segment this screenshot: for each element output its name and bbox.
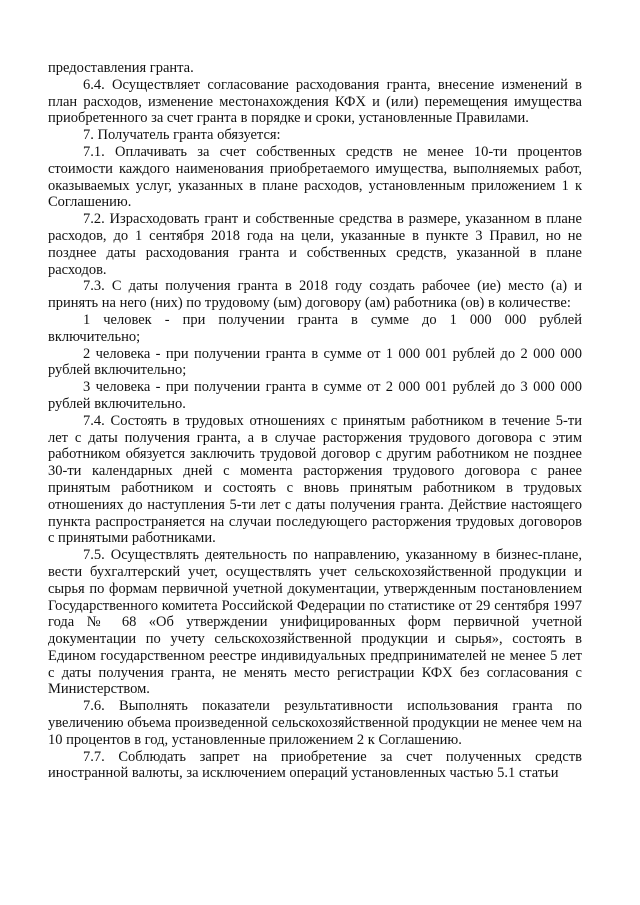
paragraph-7-6: 7.6. Выполнять показатели результативности использования гранта по увеличению объема произведенной сельскохозяйственной продукции не менее чем на 10 процентов в год, установленные приложением 2 к Соглашению.	[48, 698, 582, 748]
document-page	[48, 60, 582, 782]
paragraph-7-2: 7.2. Израсходовать грант и собственные средства в размере, указанном в плане расходов, до 1 сентября 2018 года на цели, указанные в пункте 3 Правил, но не позднее даты расходования гранта и собственных средств, указанной в плане расходов.	[48, 211, 582, 278]
paragraph-7-1: 7.1. Оплачивать за счет собственных средств не менее 10-ти процентов стоимости каждого наименования приобретаемого имущества, выполняемых работ, оказываемых услуг, указанных в плане расходов, установленным приложением 1 к Соглашению.	[48, 143, 582, 211]
paragraph-7-4: 7.4. Состоять в трудовых отношениях с принятым работником в течение 5-ти лет с даты получения гранта, а в случае расторжения трудового договора с этим работником обязуется заключить трудовой договор с другим работником не позднее 30-ти календарных дней с момента расторжения трудового договора с ранее принятым работником и состоять с вновь принятым работником в трудовых отношениях до наступления 5-ти лет с даты получения гранта. Действие настоящего пункта распространяется на случаи последующего расторжения трудовых договоров с принятыми работниками.	[48, 412, 582, 547]
paragraph-7-3-option-3: 3 человека - при получении гранта в сумме от 2 000 001 рублей до 3 000 000 рублей включительно.	[48, 379, 582, 412]
paragraph-7-3: 7.3. С даты получения гранта в 2018 году создать рабочее (ие) место (а) и принять на него (них) по трудовому (ым) договору (ам) работника (ов) в количестве:	[48, 278, 582, 312]
paragraph-7-3-option-1: 1 человек - при получении гранта в сумме до 1 000 000 рублей включительно;	[48, 311, 582, 345]
paragraph-continuation: предоставления гранта.	[48, 60, 194, 76]
paragraph-6-4: 6.4. Осуществляет согласование расходования гранта, внесение изменений в план расходов, изменение местонахождения КФХ и (или) перемещения имущества приобретенного за счет гранта в порядке и сроки, установленные Правилами.	[48, 76, 582, 127]
paragraph-7-3-option-2: 2 человека - при получении гранта в сумме от 1 000 001 рублей до 2 000 000 рублей включительно;	[48, 345, 582, 379]
paragraph-7-7: 7.7. Соблюдать запрет на приобретение за счет полученных средств иностранной валюты, за исключением операций установленных частью 5.1 статьи	[48, 748, 582, 782]
paragraph-7-5: 7.5. Осуществлять деятельность по направлению, указанному в бизнес-плане, вести бухгалтерский учет, осуществлять учет сельскохозяйственной продукции и сырья по формам первичной учетной документации, утвержденным постановлением Государственного комитета Российской Федерации по статистике от 29 сентября 1997 года № 68 «Об утверждении унифицированных форм первичной учетной документации по учету сельскохозяйственной продукции и сырья», состоять в Едином государственном реестре индивидуальных предпринимателей не менее 5 лет с даты получения гранта, не менять место регистрации КФХ без согласования с Министерством.	[48, 547, 582, 698]
paragraph-7-heading: 7. Получатель гранта обязуется:	[83, 127, 281, 144]
